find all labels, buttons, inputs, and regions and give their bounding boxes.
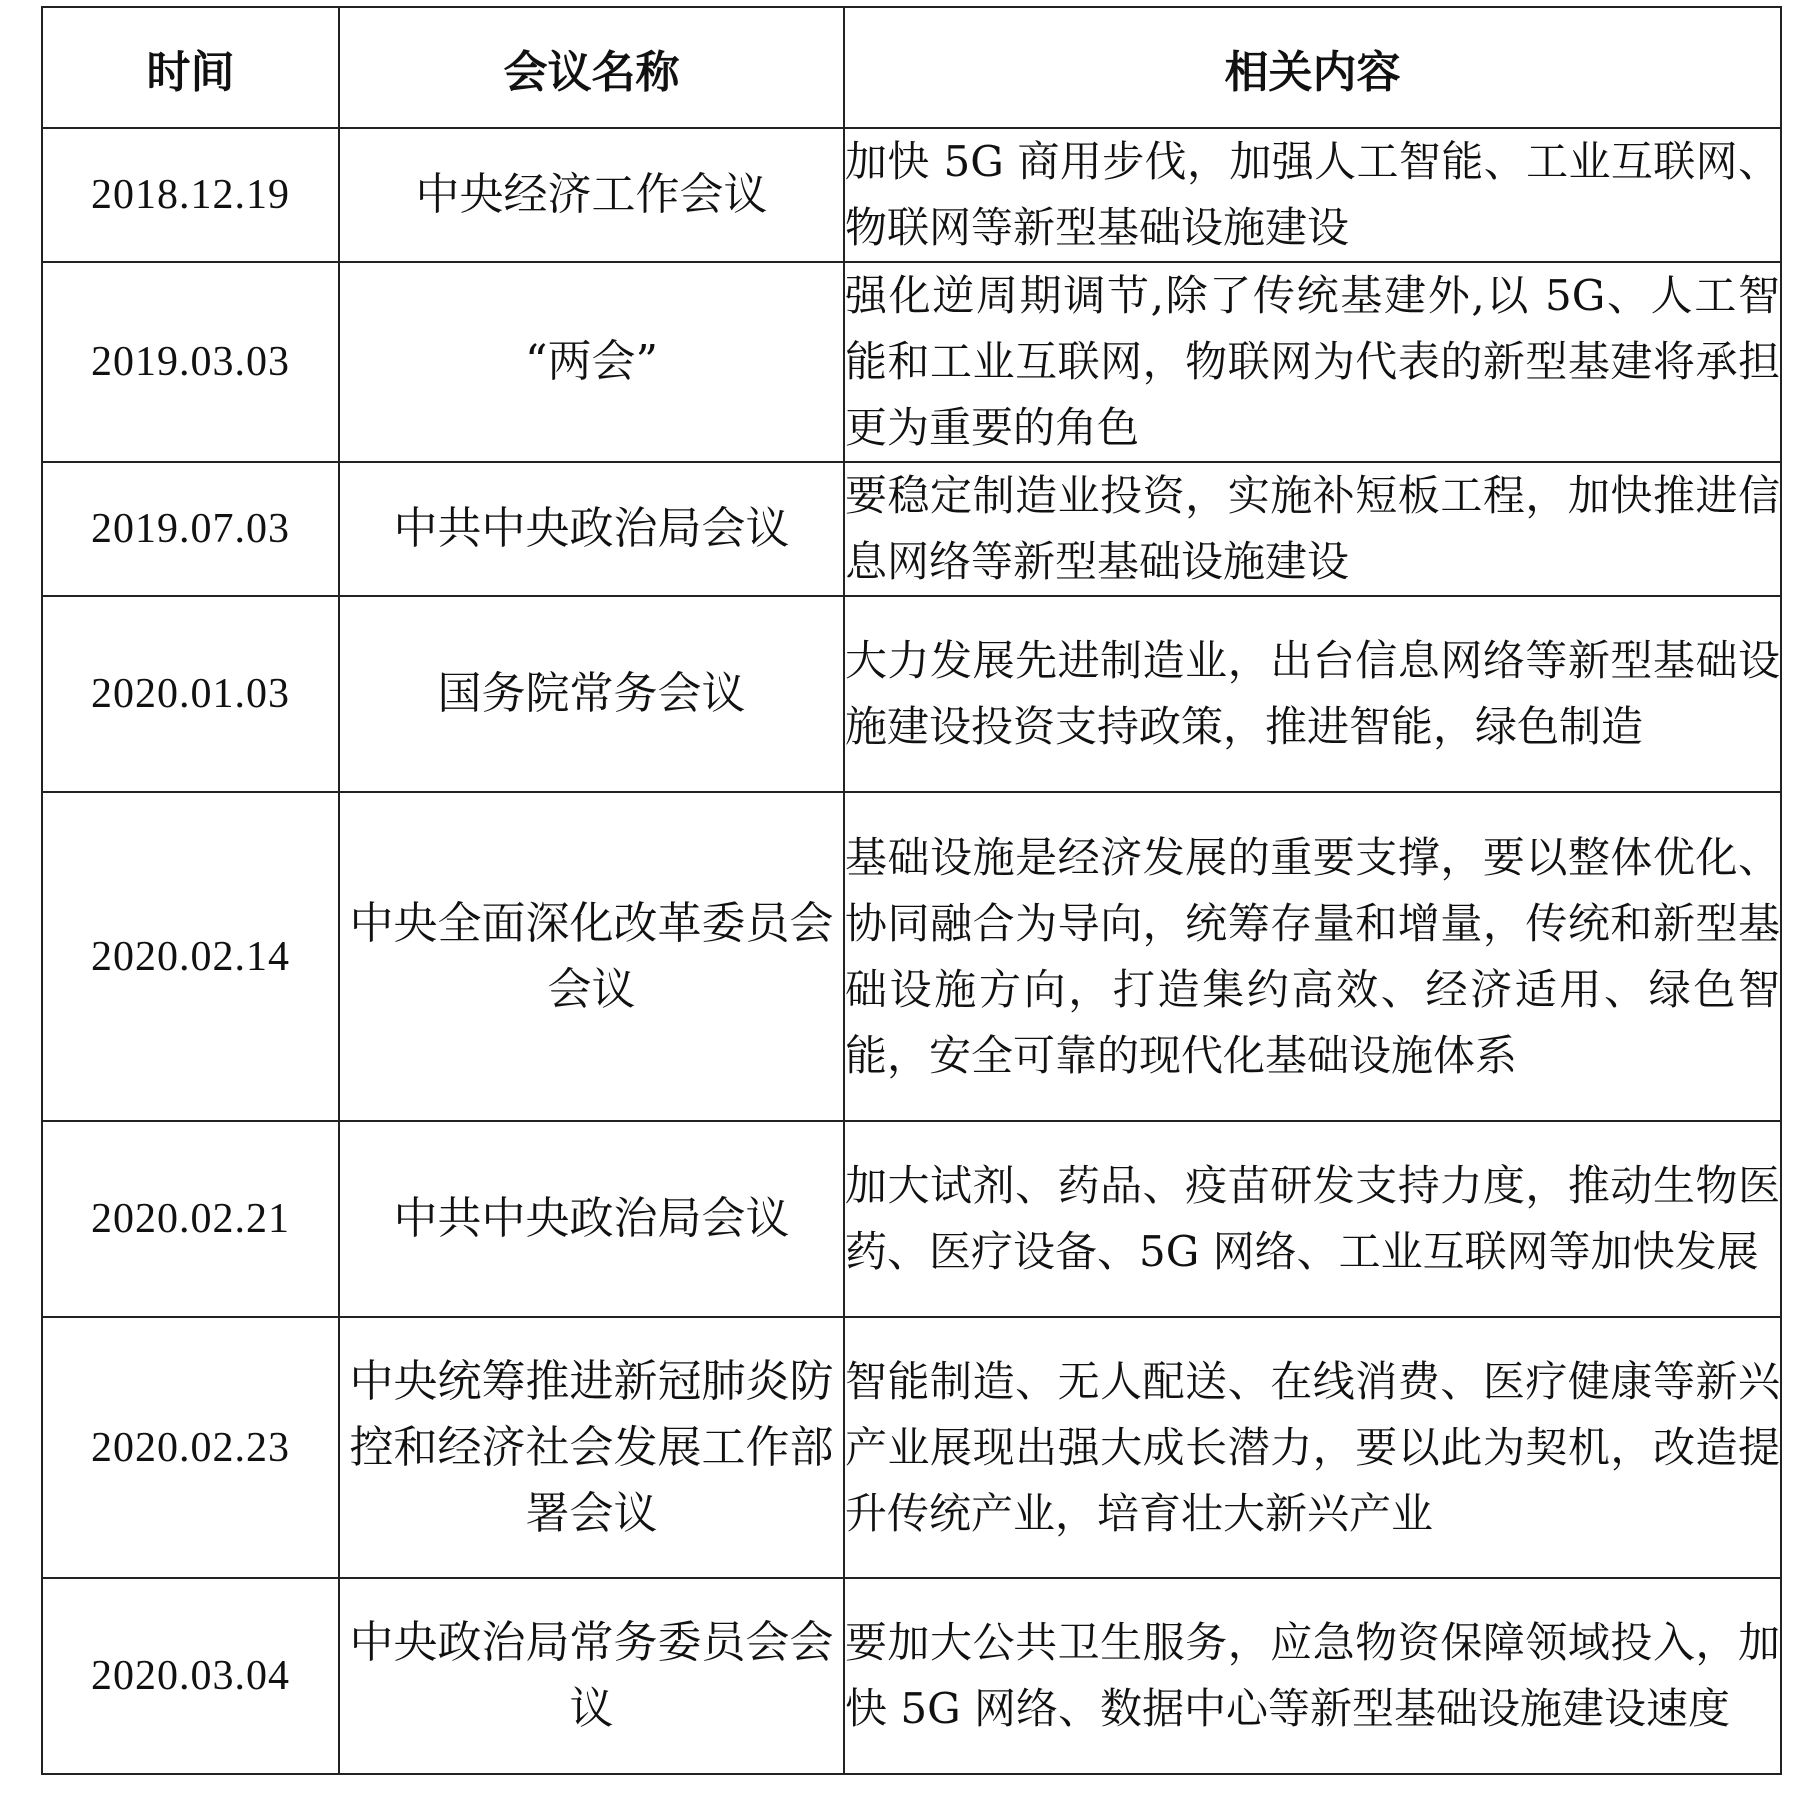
cell-meeting-name: 中央全面深化改革委员会会议 bbox=[339, 792, 844, 1121]
header-meeting-name: 会议名称 bbox=[339, 7, 844, 128]
cell-content: 加快 5G 商用步伐，加强人工智能、工业互联网、物联网等新型基础设施建设 bbox=[844, 128, 1781, 262]
cell-meeting-name: “两会” bbox=[339, 262, 844, 462]
cell-date: 2018.12.19 bbox=[42, 128, 339, 262]
cell-meeting-name: 国务院常务会议 bbox=[339, 596, 844, 792]
table-row bbox=[42, 792, 1781, 1121]
cell-date: 2020.02.21 bbox=[42, 1121, 339, 1317]
cell-date: 2020.01.03 bbox=[42, 596, 339, 792]
cell-meeting-name: 中央经济工作会议 bbox=[339, 128, 844, 262]
cell-content: 大力发展先进制造业，出台信息网络等新型基础设施建设投资支持政策，推进智能，绿色制造 bbox=[844, 596, 1781, 792]
header-date: 时间 bbox=[42, 7, 339, 128]
cell-date: 2020.03.04 bbox=[42, 1578, 339, 1774]
table-row bbox=[42, 596, 1781, 792]
table-row bbox=[42, 1121, 1781, 1317]
cell-date: 2020.02.14 bbox=[42, 792, 339, 1121]
cell-meeting-name: 中央政治局常务委员会会议 bbox=[339, 1578, 844, 1774]
cell-content: 要加大公共卫生服务，应急物资保障领域投入，加快 5G 网络、数据中心等新型基础设施建设速度 bbox=[844, 1578, 1781, 1774]
cell-date: 2019.03.03 bbox=[42, 262, 339, 462]
cell-meeting-name: 中央统筹推进新冠肺炎防控和经济社会发展工作部署会议 bbox=[339, 1317, 844, 1578]
table-row bbox=[42, 1317, 1781, 1578]
cell-meeting-name: 中共中央政治局会议 bbox=[339, 462, 844, 596]
table-header-row bbox=[42, 7, 1781, 128]
table-row bbox=[42, 262, 1781, 462]
table-row bbox=[42, 128, 1781, 262]
table-row bbox=[42, 462, 1781, 596]
cell-date: 2019.07.03 bbox=[42, 462, 339, 596]
header-content: 相关内容 bbox=[844, 7, 1781, 128]
policy-meetings-table bbox=[41, 6, 1782, 1775]
cell-content: 基础设施是经济发展的重要支撑，要以整体优化、协同融合为导向，统筹存量和增量，传统和新型基础设施方向，打造集约高效、经济适用、绿色智能，安全可靠的现代化基础设施体系 bbox=[844, 792, 1781, 1121]
cell-date: 2020.02.23 bbox=[42, 1317, 339, 1578]
cell-content: 智能制造、无人配送、在线消费、医疗健康等新兴产业展现出强大成长潜力，要以此为契机，改造提升传统产业，培育壮大新兴产业 bbox=[844, 1317, 1781, 1578]
cell-meeting-name: 中共中央政治局会议 bbox=[339, 1121, 844, 1317]
cell-content: 要稳定制造业投资，实施补短板工程，加快推进信息网络等新型基础设施建设 bbox=[844, 462, 1781, 596]
cell-content: 强化逆周期调节,除了传统基建外,以 5G、人工智能和工业互联网，物联网为代表的新型基建将承担更为重要的角色 bbox=[844, 262, 1781, 462]
cell-content: 加大试剂、药品、疫苗研发支持力度，推动生物医药、医疗设备、5G 网络、工业互联网等加快发展 bbox=[844, 1121, 1781, 1317]
table-row bbox=[42, 1578, 1781, 1774]
